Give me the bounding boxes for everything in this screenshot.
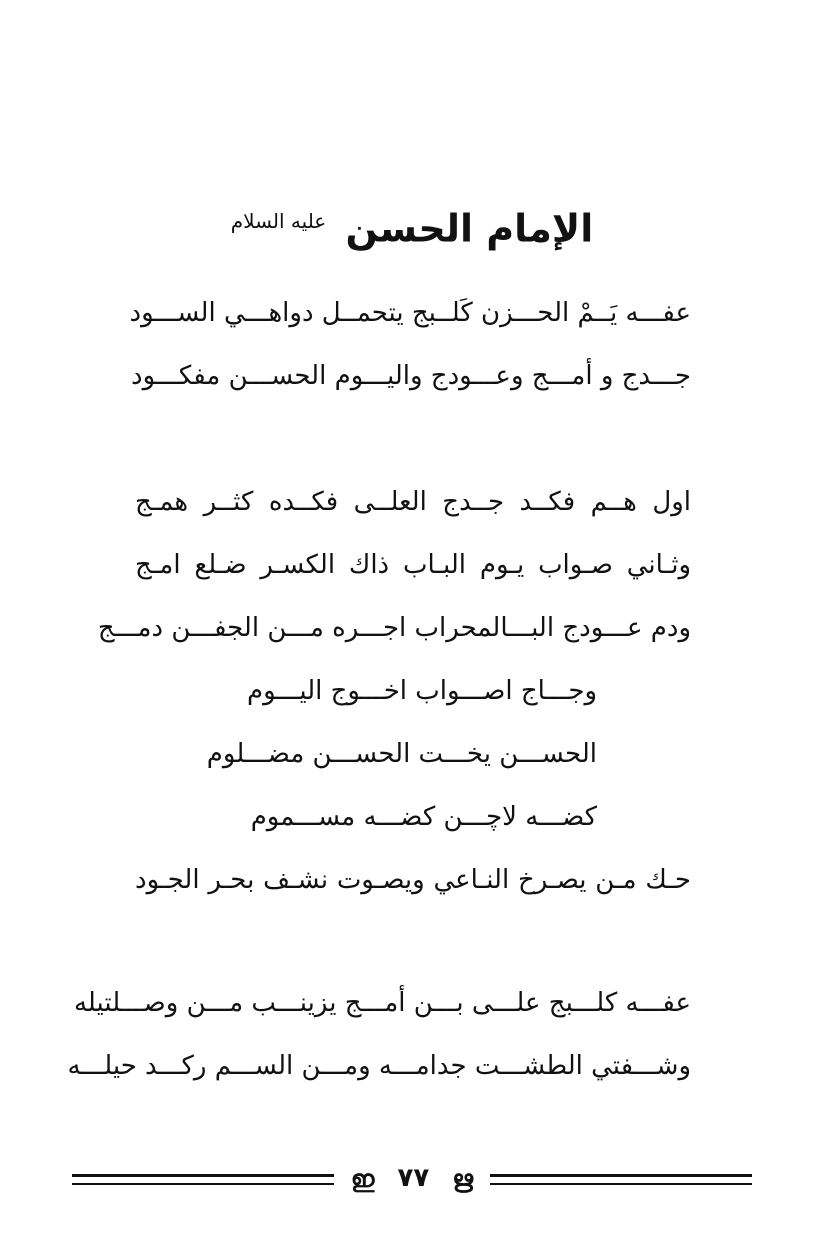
poem-line: جـــدج و أمـــج وعـــودج واليـــوم الحســـن مفكـــود <box>131 361 691 391</box>
title-honorific: عليه السلام <box>230 209 327 233</box>
poem-line: حـك مـن يصـرخ النـاعي ويصـوت نشـف بحـر الجـود <box>135 865 691 895</box>
page-footer <box>72 1158 752 1198</box>
footer-rule-left <box>72 1174 334 1185</box>
poem-line: عفـــه كلـــبج علـــى بـــن أمـــج يزينـــب مـــن وصـــلتيله <box>73 988 691 1018</box>
poem-line: وثـاني صـواب يـوم البـاب ذاك الكسـر ضـلع امـج <box>135 550 691 580</box>
poem-line: عفـــه يَــمْ الحـــزن كَلــبج يتحمــل دواهـــي الســـود <box>129 298 691 328</box>
page-number-block <box>342 1158 482 1199</box>
footer-rule-right <box>490 1174 752 1185</box>
page-number: ٧٧ <box>397 1163 430 1193</box>
poem-line: وشـــفتي الطشـــت جدامـــه ومـــن الســـم ركـــد حيلـــه <box>67 1051 691 1081</box>
poem-line: اول هــم فكــد جــدج العلــى فكــده كثــر همـج <box>135 487 691 517</box>
poem-line: ودم عـــودج البـــالمحراب اجـــره مـــن الجفـــن دمـــج <box>97 613 691 643</box>
title-text: الإمام الحسن <box>345 206 594 251</box>
ornament-left-icon: ഇ <box>350 1164 375 1193</box>
page-title <box>0 195 824 255</box>
poem-indented-line: كضـــه لاچـــن كضـــه مســـموم <box>250 802 597 832</box>
poem-indented-line: وجـــاج اصـــواب اخـــوج اليـــوم <box>247 676 597 706</box>
ornament-right-icon: ഋ <box>452 1164 474 1193</box>
poem-indented-line: الحســـن يخـــت الحســـن مضـــلوم <box>206 739 597 769</box>
